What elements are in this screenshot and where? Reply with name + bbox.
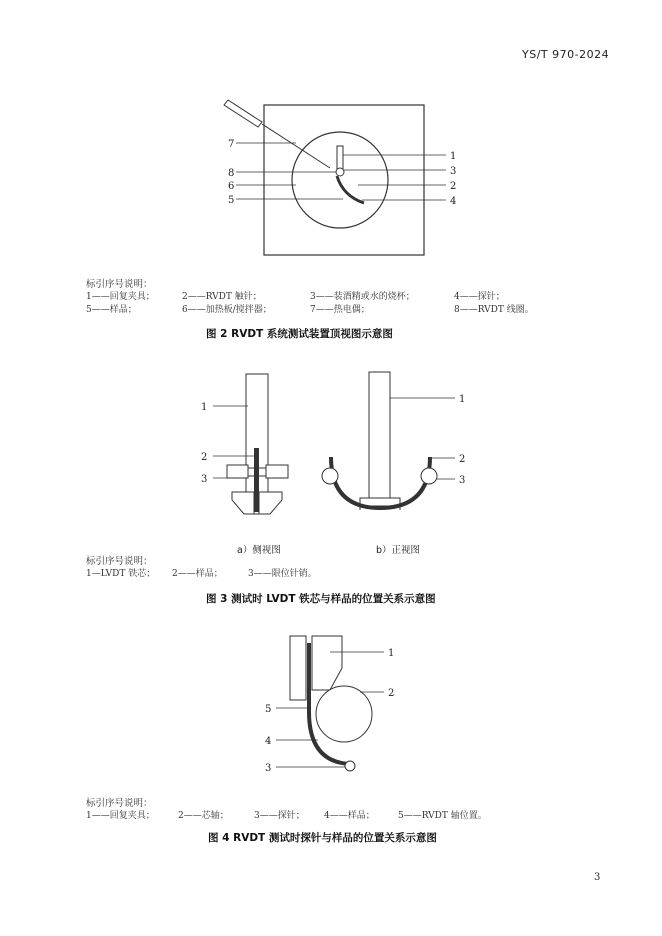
fig3-legend-item: 2——样品； <box>172 569 223 579</box>
fig3a-callout-2: 2 <box>201 452 208 463</box>
fig3-caption: 图 3 测试时 LVDT 铁芯与样品的位置关系示意图 <box>206 593 436 605</box>
fig4-legend-item: 3——探针； <box>254 811 305 821</box>
fig2-callout-8: 8 <box>228 168 235 179</box>
fig2-callout-2: 2 <box>450 181 457 192</box>
fig3b-callout-1: 1 <box>459 394 466 405</box>
fig3b-callout-3: 3 <box>459 475 466 486</box>
fig4-callout-5: 5 <box>265 704 272 715</box>
fig4-fixture-jaw <box>312 636 342 690</box>
fig4-callout-2: 2 <box>388 688 395 699</box>
fig4-legend-item: 4——样品； <box>324 811 375 821</box>
fig2-legend-item: 3——装酒精或水的烧杯； <box>310 292 415 302</box>
fig2-callout-4: 4 <box>450 196 457 207</box>
fig4-caption: 图 4 RVDT 测试时探针与样品的位置关系示意图 <box>208 832 437 844</box>
fig2-legend-item: 6——加热板/搅拌器； <box>182 305 272 315</box>
fig2-legend-item: 4——探针； <box>454 292 505 302</box>
fig2-callout-1: 1 <box>450 151 457 162</box>
fig3a-callout-3: 3 <box>201 474 208 485</box>
standard-code: YS/T 970-2024 <box>522 48 610 61</box>
fig2-callout-7: 7 <box>228 139 235 150</box>
fig4-callout-4: 4 <box>265 736 272 747</box>
fig3-legend-item: 3——限位针销。 <box>248 569 317 579</box>
fig2-callout-6: 6 <box>228 181 235 192</box>
fig2-legend-item: 5——样品； <box>86 305 137 315</box>
fig3-legend-title: 标引序号说明： <box>86 556 153 567</box>
fig2-legend-item: 7——热电偶； <box>310 305 370 315</box>
fig4-legend-item: 1——回复夹具； <box>86 811 155 821</box>
fig3b-callout-2: 2 <box>459 454 466 465</box>
fig4-mandrel <box>316 686 372 742</box>
fig4-callout-1: 1 <box>388 648 395 659</box>
fig4-legend-item: 5——RVDT 轴位置。 <box>398 811 487 821</box>
fig2-callout-3: 3 <box>450 166 457 177</box>
fig2-caption: 图 2 RVDT 系统测试装置顶视图示意图 <box>206 328 393 340</box>
fig4-callout-3: 3 <box>265 763 272 774</box>
fig2-callout-5: 5 <box>228 195 235 206</box>
fig3a-callout-1: 1 <box>201 402 208 413</box>
fig2-legend-item: 2——RVDT 触针； <box>182 292 262 302</box>
fig4-legend-title: 标引序号说明： <box>86 798 153 809</box>
fig4-legend-item: 2——芯轴； <box>178 811 229 821</box>
fig2-legend-item: 1——回复夹具； <box>86 292 155 302</box>
fig3-subcaption-b: b）正视图 <box>376 545 421 556</box>
fig2-legend-title: 标引序号说明： <box>86 279 153 290</box>
fig3-subcaption-a: a）侧视图 <box>237 545 281 556</box>
fig4-probe <box>345 761 355 771</box>
fig4-recovery-fixture <box>290 636 306 700</box>
page-number: 3 <box>594 872 601 883</box>
fig3-legend-item: 1—LVDT 铁芯； <box>86 569 156 579</box>
fig2-legend-item: 8——RVDT 线圈。 <box>454 305 534 315</box>
